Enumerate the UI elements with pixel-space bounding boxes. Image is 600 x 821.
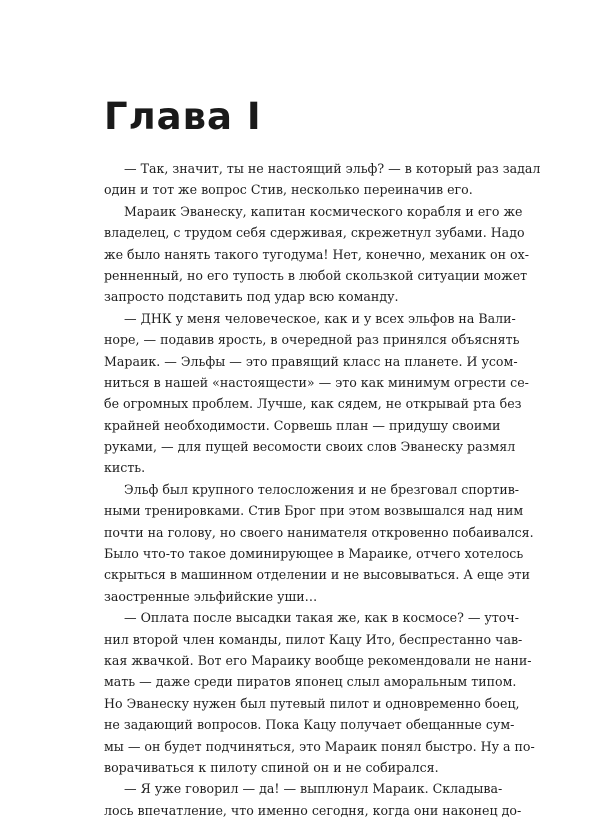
- text-line: бе огромных проблем. Лучше, как сядем, не открывай рта без: [104, 396, 522, 412]
- text-line: мы — он будет подчиняться, это Мараик понял быстро. Ну а по-: [104, 738, 535, 754]
- text-line: крайней необходимости. Сорвешь план — придушу своими: [104, 417, 501, 433]
- text-line: — Оплата после высадки такая же, как в космосе? — уточ-: [124, 610, 519, 626]
- text-line: владелец, с трудом себя сдерживая, скрежетнул зубами. Надо: [104, 225, 525, 241]
- text-line: запросто подставить под удар всю команду.: [104, 289, 399, 305]
- text-line: Эльф был крупного телосложения и не брезговал спортив-: [124, 481, 520, 497]
- text-line: мать — даже среди пиратов японец слыл аморальным типом.: [104, 674, 517, 690]
- text-line: — Я уже говорил — да! — выплюнул Мараик. Складыва-: [124, 781, 503, 797]
- text-line: — ДНК у меня человеческое, как и у всех эльфов на Вали-: [124, 310, 516, 326]
- text-line: — Так, значит, ты не настоящий эльф? — в который раз задал: [124, 161, 541, 176]
- text-line: Было что-то такое доминирующее в Мараике, отчего хотелось: [104, 546, 524, 562]
- text-line: почти на голову, но своего нанимателя откровенно побаивался.: [104, 524, 534, 540]
- text-line: один и тот же вопрос Стив, несколько переиначив его.: [104, 182, 473, 198]
- text-line: норе, — подавив ярость, в очередной раз принялся объяснять: [104, 332, 520, 348]
- text-line: заостренные эльфийские уши…: [104, 588, 318, 604]
- text-line: ренненный, но его тупость в любой скользкой ситуации может: [104, 267, 528, 283]
- chapter-title: Глава I: [104, 95, 262, 138]
- body-text: [104, 158, 541, 821]
- text-line: же было нанять такого тугодума! Нет, конечно, механик он ох-: [104, 246, 529, 262]
- text-line: ными тренировками. Стив Брог при этом возвышался над ним: [104, 503, 524, 519]
- text-line: ниться в нашей «настоящести» — это как минимум огрести се-: [104, 374, 529, 390]
- text-line: Но Эванеску нужен был путевый пилот и одновременно боец,: [104, 695, 520, 711]
- text-line: скрыться в машинном отделении и не высовываться. А еще эти: [104, 567, 531, 583]
- text-line: кисть.: [104, 460, 146, 476]
- text-line: Мараик. — Эльфы — это правящий класс на планете. И усом-: [104, 353, 518, 369]
- text-line: руками, — для пущей весомости своих слов Эванеску размял: [104, 439, 516, 455]
- text-line: кая жвачкой. Вот его Мараику вообще рекомендовали не нани-: [104, 652, 532, 668]
- text-line: не задающий вопросов. Пока Кацу получает обещанные сум-: [104, 717, 515, 733]
- text-line: Мараик Эванеску, капитан космического корабля и его же: [124, 203, 523, 219]
- text-line: лось впечатление, что именно сегодня, когда они наконец до-: [104, 802, 522, 818]
- text-line: ворачиваться к пилоту спиной он и не собирался.: [104, 759, 439, 775]
- text-line: нил второй член команды, пилот Кацу Ито, беспрестанно чав-: [104, 631, 523, 647]
